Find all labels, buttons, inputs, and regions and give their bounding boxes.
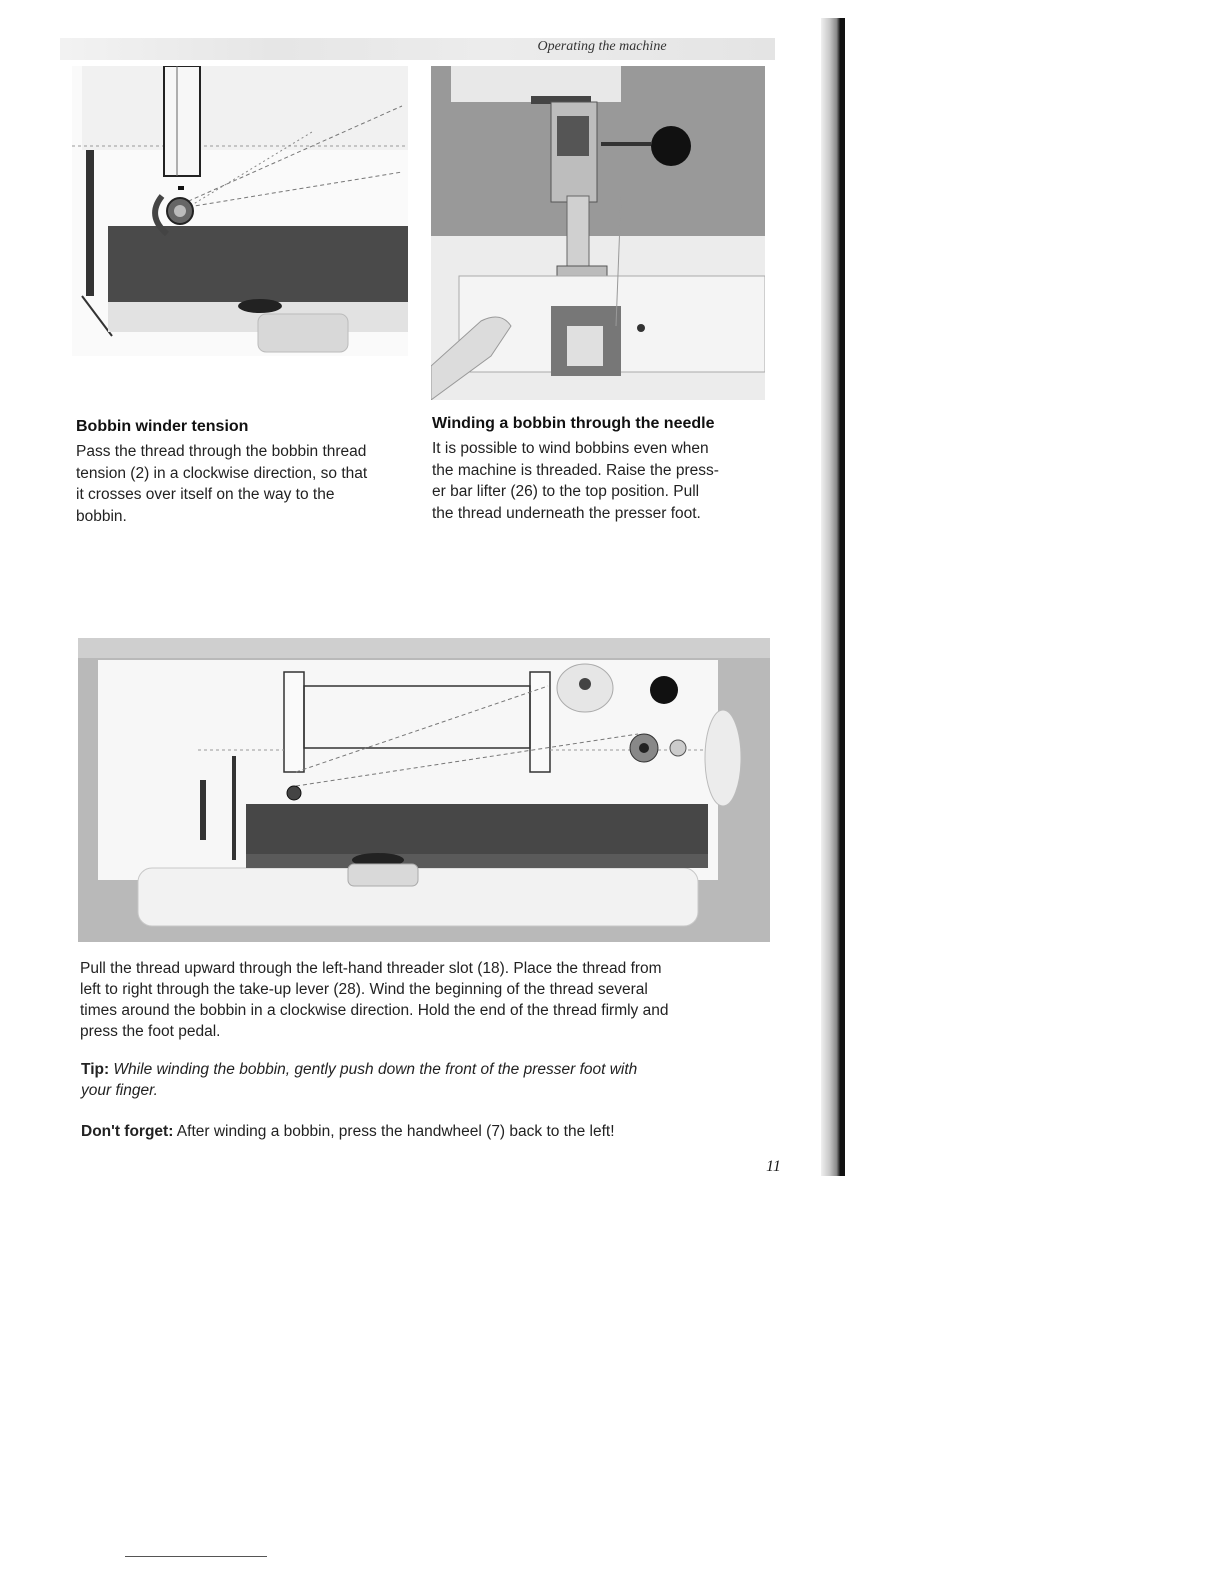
- tip-paragraph: [81, 1059, 781, 1101]
- reminder-paragraph: [81, 1121, 781, 1142]
- winding-needle-line: the machine is threaded. Raise the press-: [432, 461, 719, 479]
- bottom-rule: [125, 1556, 267, 1557]
- bobbin-tension-illustration: [72, 66, 408, 356]
- winding-needle-heading: Winding a bobbin through the needle: [432, 415, 715, 432]
- bobbin-tension-line: it crosses over itself on the way to the: [76, 486, 335, 503]
- threading-line: press the foot pedal.: [80, 1023, 221, 1040]
- reminder-text: After winding a bobbin, press the handwheel (7) back to the left!: [173, 1123, 615, 1140]
- bobbin-tension-line: bobbin.: [76, 507, 127, 525]
- tip-text-continued: your finger.: [81, 1082, 158, 1099]
- bobbin-tension-line: tension (2) in a clockwise direction, so that: [76, 464, 368, 482]
- threading-paragraph: [80, 958, 780, 1042]
- bobbin-tension-line: Pass the thread through the bobbin thread: [76, 443, 367, 460]
- scan-edge-bar: [821, 18, 845, 1176]
- bobbin-tension-heading: Bobbin winder tension: [76, 418, 249, 435]
- presser-foot-illustration: [431, 66, 765, 400]
- winding-needle-line: It is possible to wind bobbins even when: [432, 440, 709, 457]
- winding-needle-line: the thread underneath the presser foot.: [432, 504, 701, 522]
- tip-text: While winding the bobbin, gently push down the front of the presser foot with: [109, 1061, 638, 1078]
- tip-label: Tip:: [81, 1061, 110, 1078]
- reminder-label: Don't forget:: [81, 1123, 174, 1140]
- threading-line: Pull the thread upward through the left-hand threader slot (18). Place the thread from: [80, 960, 662, 977]
- winding-needle-line: er bar lifter (26) to the top position. Pull: [432, 483, 700, 500]
- machine-threading-illustration: [78, 638, 770, 942]
- page-number: 11: [766, 1158, 781, 1175]
- section-title: Operating the machine: [537, 39, 667, 54]
- winding-needle-paragraph: [432, 438, 777, 524]
- bobbin-tension-paragraph: [76, 441, 421, 527]
- machine-top-threading-photo: [78, 638, 770, 942]
- presser-foot-photo: [431, 66, 765, 400]
- threading-line: left to right through the take-up lever (28). Wind the beginning of the thread several: [80, 981, 648, 998]
- threading-line: times around the bobbin in a clockwise direction. Hold the end of the thread firmly and: [80, 1002, 669, 1019]
- bobbin-winder-tension-photo: [72, 66, 408, 356]
